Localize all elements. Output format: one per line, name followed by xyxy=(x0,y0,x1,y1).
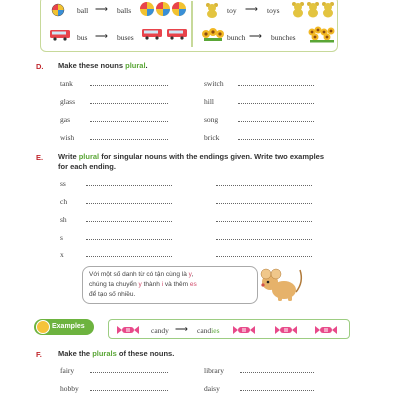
answer-line[interactable] xyxy=(238,85,314,86)
example-plural xyxy=(197,326,220,335)
instruction-text: . xyxy=(145,61,148,70)
instruction-text: of these nouns. xyxy=(116,349,175,358)
arrow-icon: ⟶ xyxy=(245,4,258,14)
plural-examples-box xyxy=(40,0,338,52)
word-item: tank xyxy=(60,79,73,88)
answer-line[interactable] xyxy=(238,139,314,140)
word-item: switch xyxy=(204,79,224,88)
instruction-text: Make the xyxy=(58,349,93,358)
word-item: song xyxy=(204,115,219,124)
plural-bunches: bunches xyxy=(271,33,296,42)
answer-line[interactable] xyxy=(238,121,314,122)
section-f-letter: F. xyxy=(36,350,42,359)
instruction-text: Make these nouns xyxy=(58,61,126,70)
singular-toy: toy xyxy=(227,6,237,15)
ending-item: x xyxy=(60,250,64,259)
grammar-note xyxy=(82,266,258,304)
note-text: chúng ta chuyển xyxy=(89,281,139,288)
example-singular: candy xyxy=(151,326,169,335)
answer-line[interactable] xyxy=(216,221,312,222)
arrow-icon: ⟶ xyxy=(95,31,108,41)
answer-line[interactable] xyxy=(90,390,168,391)
answer-line[interactable] xyxy=(90,103,168,104)
bus-icon xyxy=(49,29,71,41)
arrow-icon: ⟶ xyxy=(175,324,188,334)
plural-stem: cand xyxy=(197,326,212,335)
section-e-instruction xyxy=(58,152,358,172)
highlight-plural: plural xyxy=(125,61,146,70)
answer-line[interactable] xyxy=(86,239,172,240)
divider xyxy=(191,1,193,47)
examples-badge-label: Examples xyxy=(52,323,85,330)
note-highlight: i xyxy=(161,281,164,288)
instruction-text: for singular nouns with the endings given. Write two examples xyxy=(99,152,325,161)
word-item: hill xyxy=(204,97,215,106)
word-item: brick xyxy=(204,133,220,142)
section-f-instruction xyxy=(58,349,174,359)
note-text: Với một số danh từ có tận cùng là xyxy=(89,271,189,278)
answer-line[interactable] xyxy=(90,139,168,140)
section-d-instruction xyxy=(58,61,148,71)
note-text: và thêm xyxy=(163,281,190,288)
answer-line[interactable] xyxy=(216,185,312,186)
answer-line[interactable] xyxy=(240,372,314,373)
section-e-letter: E. xyxy=(36,153,44,162)
word-item: gas xyxy=(60,115,70,124)
highlight-plurals: plurals xyxy=(92,349,117,358)
answer-line[interactable] xyxy=(216,256,312,257)
section-d-letter: D. xyxy=(36,62,44,71)
mouse-mascot-icon xyxy=(256,262,306,304)
answer-line[interactable] xyxy=(86,256,172,257)
examples-badge xyxy=(34,319,94,335)
plural-buses: buses xyxy=(117,33,134,42)
ball-icon xyxy=(51,3,65,17)
plural-ending: ies xyxy=(211,326,220,335)
arrow-icon: ⟶ xyxy=(249,31,262,41)
answer-line[interactable] xyxy=(86,221,172,222)
answer-line[interactable] xyxy=(90,372,168,373)
singular-ball: ball xyxy=(77,6,89,15)
teddy-bears-icon xyxy=(291,1,337,18)
answer-line[interactable] xyxy=(216,239,312,240)
note-text: , xyxy=(191,271,194,278)
flower-bunches-icon xyxy=(307,26,337,43)
word-item: hobby xyxy=(60,384,79,393)
note-highlight: y xyxy=(188,271,192,278)
candy-icon xyxy=(233,325,255,335)
ending-item: ch xyxy=(60,197,68,206)
note-text: để tạo số nhiều. xyxy=(89,291,136,298)
word-item: wish xyxy=(60,133,75,142)
answer-line[interactable] xyxy=(238,103,314,104)
answer-line[interactable] xyxy=(90,85,168,86)
candy-icon xyxy=(315,325,337,335)
instruction-text: for each ending. xyxy=(58,162,116,171)
note-text: thành xyxy=(141,281,162,288)
plural-balls: balls xyxy=(117,6,132,15)
examples-box xyxy=(108,319,350,339)
answer-line[interactable] xyxy=(86,185,172,186)
ending-item: sh xyxy=(60,215,67,224)
note-highlight: y xyxy=(138,281,142,288)
instruction-text: Write xyxy=(58,152,79,161)
balls-icon xyxy=(139,1,189,17)
singular-bunch: bunch xyxy=(227,33,246,42)
examples-badge-icon xyxy=(36,320,50,334)
plural-toys: toys xyxy=(267,6,280,15)
candy-icon xyxy=(275,325,297,335)
candy-icon xyxy=(117,325,139,335)
word-item: glass xyxy=(60,97,75,106)
arrow-icon: ⟶ xyxy=(95,4,108,14)
buses-icon xyxy=(141,27,189,41)
answer-line[interactable] xyxy=(216,203,312,204)
word-item: daisy xyxy=(204,384,220,393)
ending-item: s xyxy=(60,233,63,242)
ending-item: ss xyxy=(60,179,66,188)
flower-bunch-icon xyxy=(201,27,225,43)
highlight-plural: plural xyxy=(78,152,100,161)
answer-line[interactable] xyxy=(240,390,314,391)
answer-line[interactable] xyxy=(90,121,168,122)
note-highlight: es xyxy=(189,281,197,288)
teddy-bear-icon xyxy=(205,2,219,18)
word-item: fairy xyxy=(60,366,75,375)
singular-bus: bus xyxy=(77,33,88,42)
word-item: library xyxy=(204,366,224,375)
answer-line[interactable] xyxy=(86,203,172,204)
